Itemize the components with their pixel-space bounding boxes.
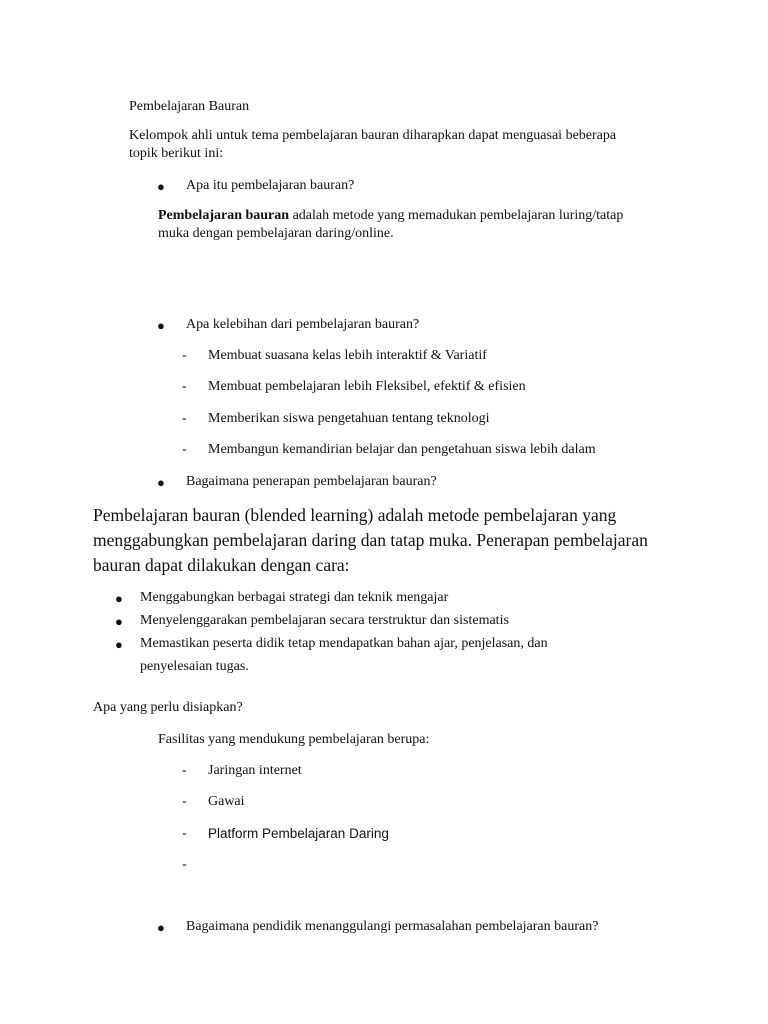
dash-icon: - bbox=[182, 442, 187, 457]
bullet-icon: ● bbox=[115, 591, 123, 606]
implementation-item-continued: penyelesaian tugas. bbox=[140, 659, 249, 674]
question-advantages: Apa kelebihan dari pembelajaran bauran? bbox=[186, 317, 420, 332]
dash-icon: - bbox=[182, 763, 187, 778]
bullet-icon: ● bbox=[157, 318, 165, 333]
document-title: Pembelajaran Bauran bbox=[129, 99, 250, 114]
prep-heading: Apa yang perlu disiapkan? bbox=[93, 700, 243, 715]
implementation-item: Menyelenggarakan pembelajaran secara terstruktur dan sistematis bbox=[140, 613, 509, 628]
bullet-icon: ● bbox=[157, 920, 165, 935]
dash-icon: - bbox=[182, 857, 187, 872]
dash-icon: - bbox=[182, 794, 187, 809]
facility-item: Gawai bbox=[208, 794, 245, 809]
advantage-item: Membangun kemandirian belajar dan pengetahuan siswa lebih dalam bbox=[208, 442, 596, 457]
dash-icon: - bbox=[182, 348, 187, 363]
question-problems: Bagaimana pendidik menanggulangi permasalahan pembelajaran bauran? bbox=[186, 919, 599, 934]
dash-icon: - bbox=[182, 379, 187, 394]
answer-what-is-line-1 bbox=[158, 208, 623, 224]
answer-rest: adalah metode yang memadukan pembelajaran luring/tatap bbox=[289, 208, 624, 223]
bullet-icon: ● bbox=[157, 179, 165, 194]
facility-item: Jaringan internet bbox=[208, 763, 302, 778]
bullet-icon: ● bbox=[115, 637, 123, 652]
bullet-icon: ● bbox=[157, 475, 165, 490]
question-what-is: Apa itu pembelajaran bauran? bbox=[186, 178, 355, 193]
advantage-item: Memberikan siswa pengetahuan tentang teknologi bbox=[208, 411, 490, 426]
dash-icon: - bbox=[182, 411, 187, 426]
answer-bold-term: Pembelajaran bauran bbox=[158, 208, 290, 223]
facility-item: Platform Pembelajaran Daring bbox=[208, 826, 389, 841]
bullet-icon: ● bbox=[115, 614, 123, 629]
intro-line-1: Kelompok ahli untuk tema pembelajaran bauran diharapkan dapat menguasai beberapa bbox=[129, 128, 617, 143]
implementation-item: Memastikan peserta didik tetap mendapatkan bahan ajar, penjelasan, dan bbox=[140, 636, 548, 651]
advantage-item: Membuat suasana kelas lebih interaktif & Variatif bbox=[208, 348, 487, 363]
facility-text: Fasilitas yang mendukung pembelajaran berupa: bbox=[158, 732, 430, 747]
implementation-para-line-3: bauran dapat dilakukan dengan cara: bbox=[93, 555, 350, 575]
implementation-item: Menggabungkan berbagai strategi dan teknik mengajar bbox=[140, 590, 449, 605]
implementation-para-line-2: menggabungkan pembelajaran daring dan tatap muka. Penerapan pembelajaran bbox=[93, 530, 648, 550]
dash-icon: - bbox=[182, 826, 187, 841]
advantage-item: Membuat pembelajaran lebih Fleksibel, efektif & efisien bbox=[208, 379, 526, 394]
answer-what-is-line-2: muka dengan pembelajaran daring/online. bbox=[158, 226, 394, 241]
question-implementation: Bagaimana penerapan pembelajaran bauran? bbox=[186, 474, 437, 489]
implementation-para-line-1: Pembelajaran bauran (blended learning) adalah metode pembelajaran yang bbox=[93, 505, 617, 525]
intro-line-2: topik berikut ini: bbox=[129, 146, 224, 161]
